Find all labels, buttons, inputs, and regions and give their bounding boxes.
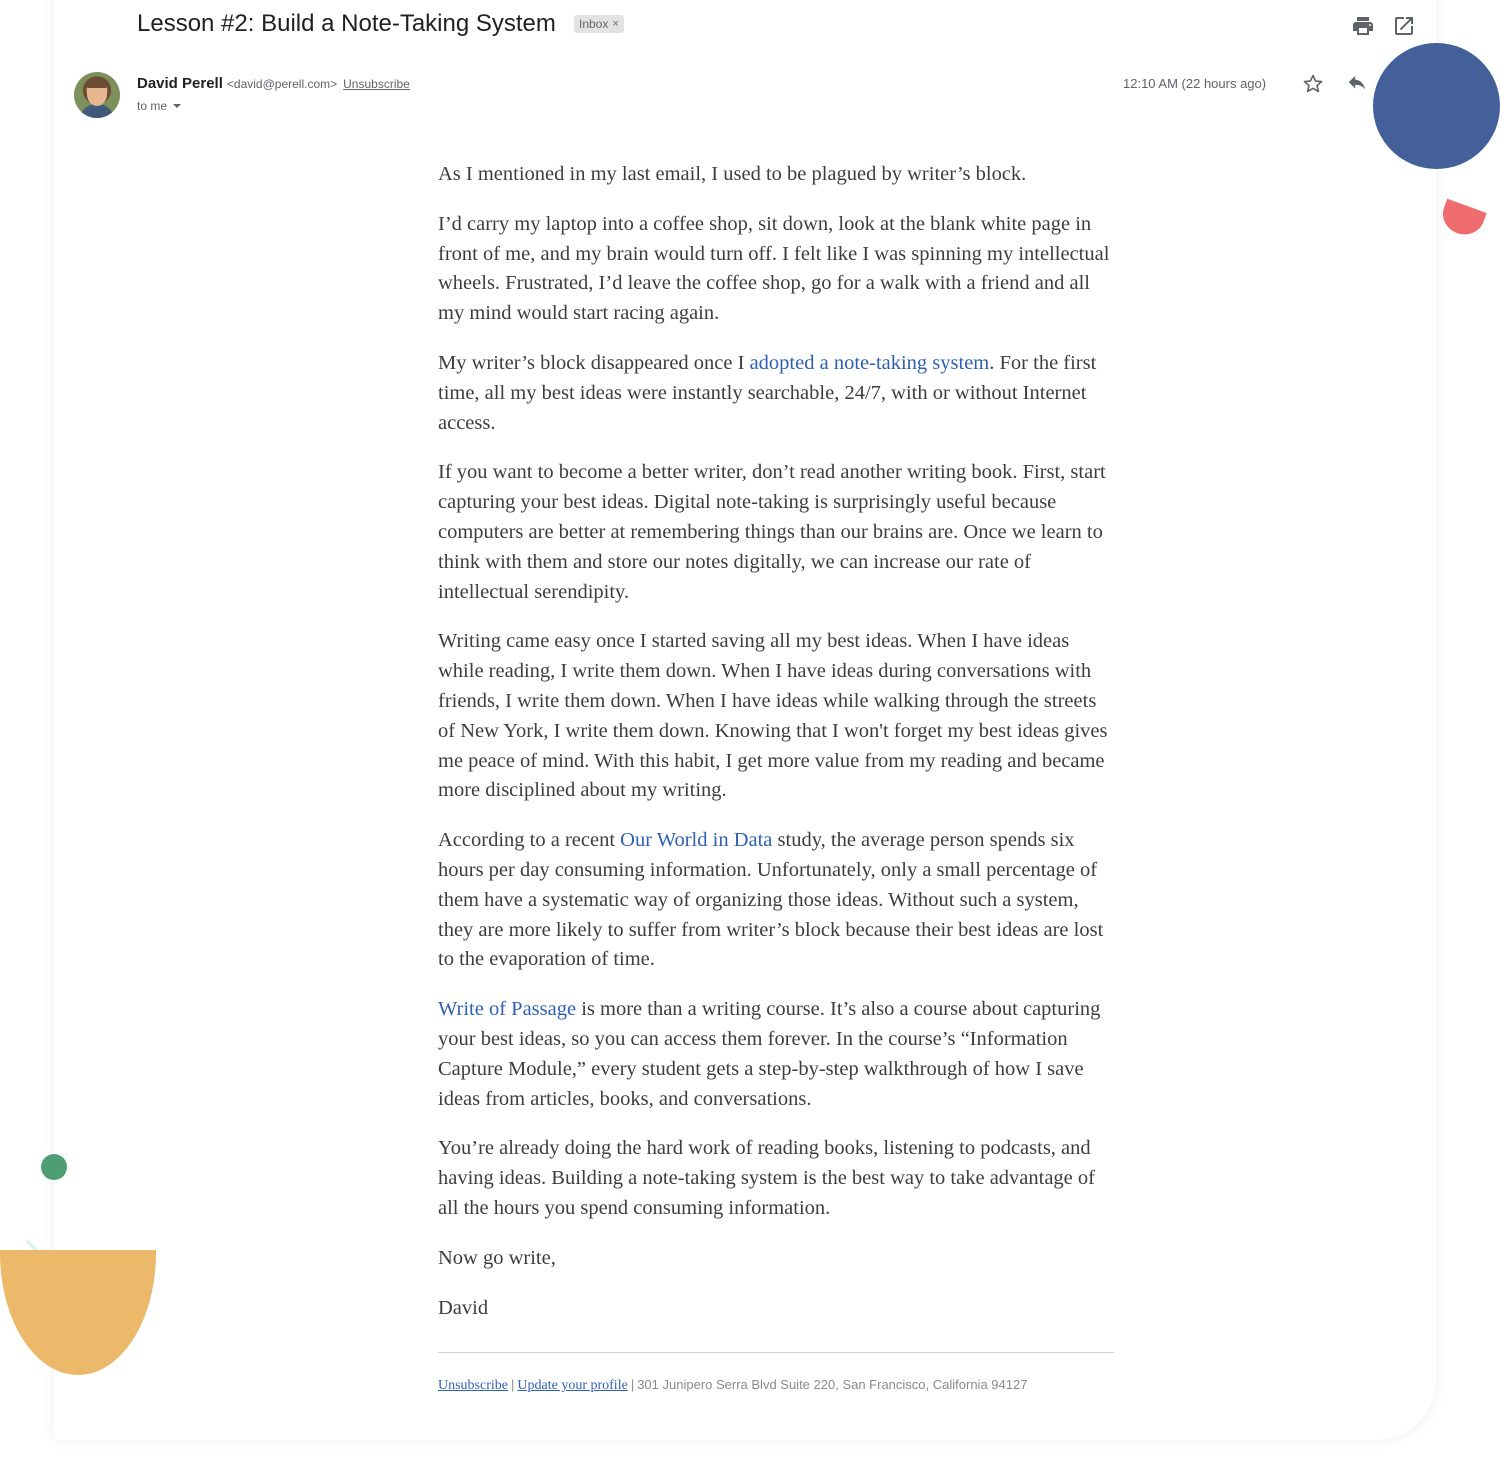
sender-email: <david@perell.com> bbox=[226, 77, 338, 91]
recipient-details[interactable] bbox=[137, 99, 181, 113]
print-icon[interactable] bbox=[1351, 14, 1375, 38]
inbox-label-text: Inbox bbox=[579, 17, 609, 31]
footer-separator: | bbox=[630, 1377, 635, 1392]
note-taking-system-link[interactable]: adopted a note-taking system bbox=[749, 351, 990, 374]
body-paragraph: According to a recent Our World in Data study, the average person spends six hours per day consuming information. Unfortunately, only a small percentage of them have a systematic way of organizing those ideas. Without such a system, they are more likely to suffer from writer’s block because their best ideas are lost to the evaporation of time. bbox=[438, 829, 1104, 971]
body-paragraph: I’d carry my laptop into a coffee shop, sit down, look at the blank white page in front of me, and my brain would turn off. I felt like I was spinning my intellectual wheels. Frustrated, I’d leave the coffee shop, go for a walk with a friend and all my mind would start racing again. bbox=[438, 212, 1110, 325]
body-paragraph: Writing came easy once I started saving all my best ideas. When I have ideas while reading, I write them down. When I have ideas during conversations with friends, I write them down. When I have ideas while walking through the streets of New York, I write them down. Knowing that I won't forget my best ideas gives me peace of mind. With this habit, I get more value from my reading and became more disciplined about my writing. bbox=[438, 630, 1108, 802]
decorative-red-semicircle bbox=[1437, 199, 1486, 241]
body-paragraph: My writer’s block disappeared once I adopted a note-taking system. For the first time, all my best ideas were instantly searchable, 24/7, with or without Internet access. bbox=[438, 351, 1097, 434]
decorative-blue-circle bbox=[1373, 43, 1500, 169]
inbox-label-badge[interactable] bbox=[574, 15, 624, 33]
email-body bbox=[438, 160, 1114, 1343]
decorative-green-dot bbox=[41, 1154, 67, 1180]
body-paragraph: If you want to become a better writer, don’t read another writing book. First, start capturing your best ideas. Digital note-taking is surprisingly useful because computers are better at remembering things than our brains are. Once we learn to think with them and store our notes digitally, we can increase our rate of intellectual serendipity. bbox=[438, 461, 1106, 603]
our-world-in-data-link[interactable]: Our World in Data bbox=[620, 829, 773, 852]
remove-label-icon[interactable]: × bbox=[612, 18, 619, 30]
star-icon[interactable] bbox=[1302, 73, 1324, 95]
footer-divider bbox=[438, 1352, 1114, 1353]
recipient-text: to me bbox=[137, 99, 168, 113]
sign-off: Now go write, bbox=[438, 1246, 556, 1269]
footer-separator: | bbox=[511, 1377, 515, 1392]
email-subject: Lesson #2: Build a Note-Taking System bbox=[137, 10, 556, 37]
body-paragraph: You’re already doing the hard work of reading books, listening to podcasts, and having ideas. Building a note-taking system is the best way to take advantage of all the hours you spend consuming information. bbox=[438, 1137, 1095, 1219]
write-of-passage-link[interactable]: Write of Passage bbox=[438, 998, 577, 1021]
body-paragraph: Write of Passage is more than a writing course. It’s also a course about capturing your best ideas, so you can access them forever. In the course’s “Information Capture Module,” every student gets a step-by-step walkthrough of how I save ideas from articles, books, and conversations. bbox=[438, 998, 1101, 1110]
signature: David bbox=[438, 1296, 489, 1319]
reply-icon[interactable] bbox=[1346, 74, 1368, 94]
update-profile-link[interactable]: Update your profile bbox=[517, 1378, 628, 1393]
footer-unsubscribe-link[interactable]: Unsubscribe bbox=[438, 1378, 508, 1393]
footer-address: 301 Junipero Serra Blvd Suite 220, San Francisco, California 94127 bbox=[637, 1377, 1028, 1392]
sender-line bbox=[137, 75, 410, 92]
email-footer bbox=[438, 1377, 1027, 1394]
open-in-new-window-icon[interactable] bbox=[1392, 14, 1416, 38]
header-unsubscribe-link[interactable]: Unsubscribe bbox=[343, 77, 410, 91]
body-paragraph: As I mentioned in my last email, I used to be plagued by writer’s block. bbox=[438, 163, 1027, 185]
email-timestamp: 12:10 AM (22 hours ago) bbox=[1123, 76, 1267, 91]
sender-avatar[interactable] bbox=[74, 72, 120, 118]
chevron-down-icon[interactable] bbox=[173, 104, 181, 108]
sender-name[interactable]: David Perell bbox=[137, 75, 223, 92]
